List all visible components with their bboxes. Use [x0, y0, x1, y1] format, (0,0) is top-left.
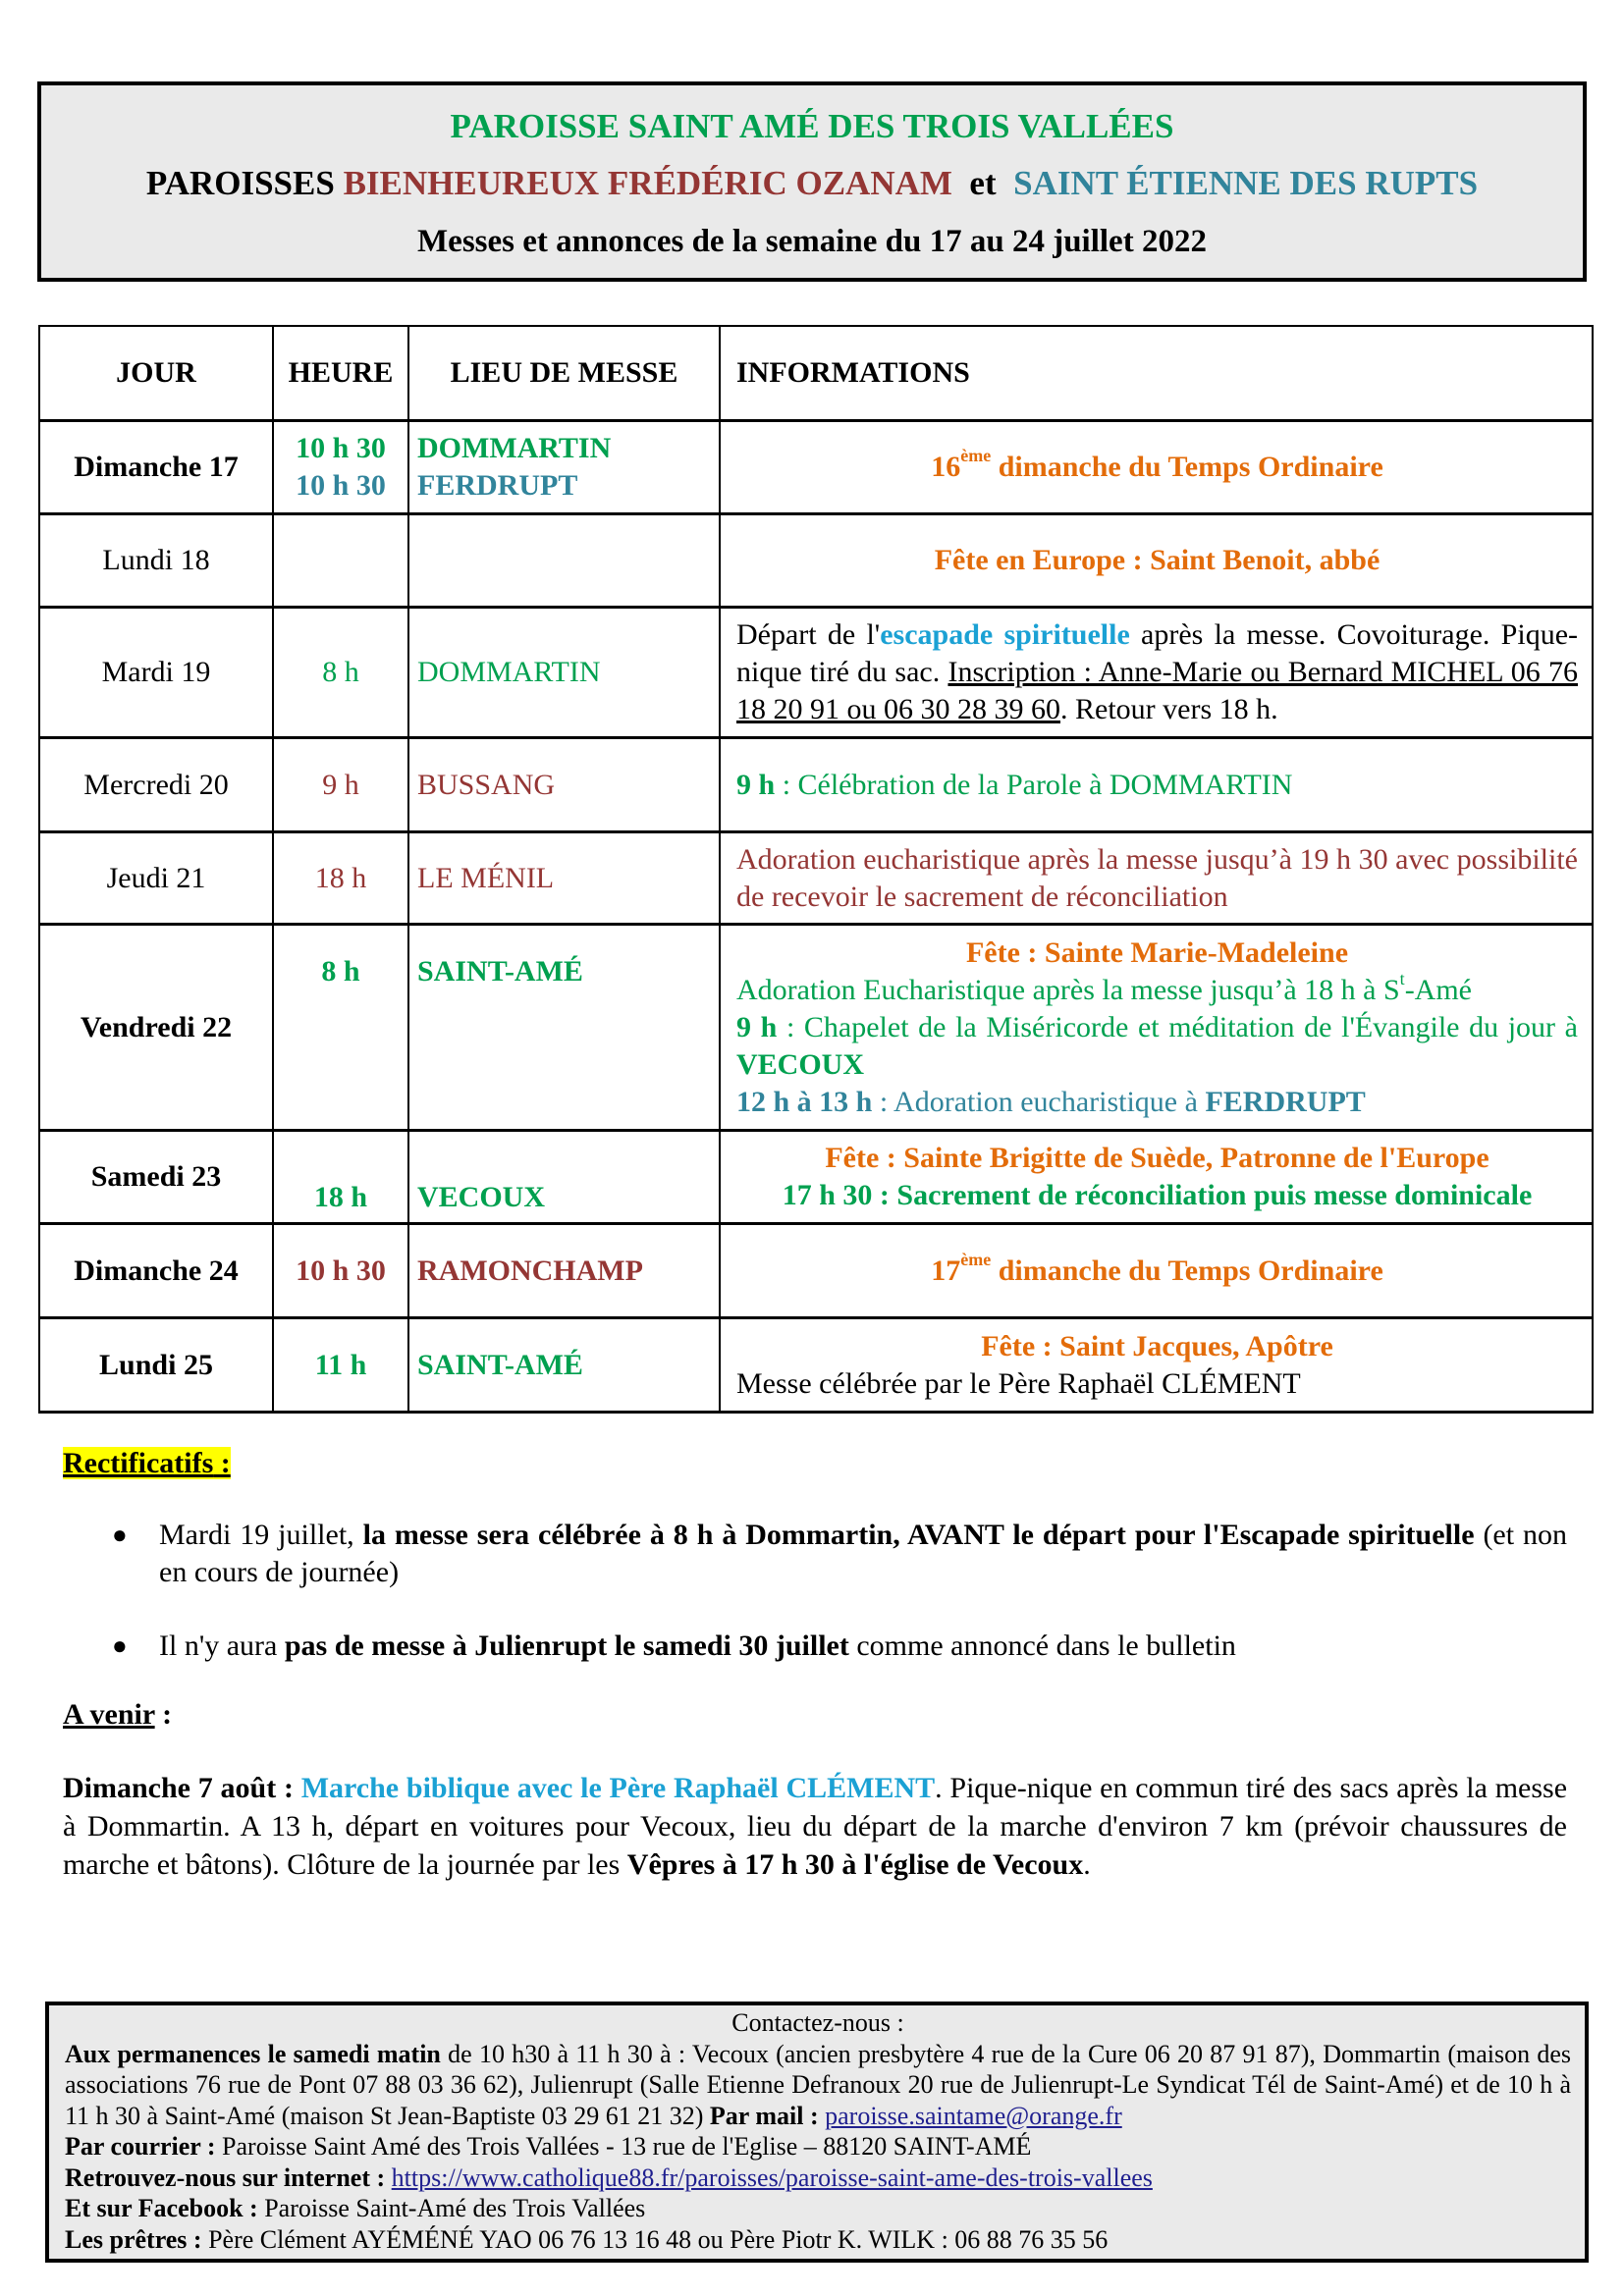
- item-text: comme annoncé dans le bulletin: [848, 1629, 1236, 1662]
- abbrev-suffix: t: [1399, 968, 1405, 988]
- day-cell: Lundi 25: [39, 1318, 273, 1413]
- info-cell: [720, 608, 1593, 738]
- hour-cell: 10 h 30: [273, 1224, 408, 1318]
- hour-value: 10 h 30: [296, 469, 386, 502]
- info-cell: [720, 738, 1593, 832]
- ordinal-number: 17: [931, 1254, 961, 1287]
- info-text: 17 h 30 : Sacrement de réconciliation puis messe dominicale: [782, 1179, 1533, 1211]
- table-row: [39, 608, 1593, 738]
- place-cell: BUSSANG: [408, 738, 720, 832]
- info-time: 9 h: [736, 768, 776, 801]
- table-row: [39, 925, 1593, 1131]
- info-time: 9 h: [736, 1010, 778, 1043]
- info-cell: [720, 832, 1593, 925]
- upcoming-heading: [63, 1698, 172, 1732]
- registration-contact: Inscription : Anne-Marie ou Bernard MICHEL 06 76 18 20 91 ou 06 30 28 39 60: [736, 656, 1578, 725]
- website-label: Retrouvez-nous sur internet :: [65, 2163, 386, 2192]
- info-place: FERDRUPT: [1205, 1085, 1366, 1118]
- table-header-row: [39, 326, 1593, 421]
- ordinal-suffix: ème: [960, 1249, 992, 1269]
- place-cell: LE MÉNIL: [408, 832, 720, 925]
- table-row: [39, 421, 1593, 514]
- info-place: VECOUX: [736, 1047, 865, 1081]
- info-text: Adoration Eucharistique après la messe jusqu’à 18 h à S: [736, 973, 1400, 1006]
- item-text: Il n'y aura: [159, 1629, 285, 1662]
- liturgical-sunday: [736, 446, 1578, 486]
- event-date: Dimanche 7 août :: [63, 1772, 294, 1804]
- info-cell: [720, 1131, 1593, 1224]
- event-description-end: .: [1083, 1848, 1091, 1881]
- day-cell: Dimanche 17: [39, 421, 273, 514]
- postal-address: [65, 2131, 1571, 2163]
- info-cell: [720, 1224, 1593, 1318]
- mass-schedule-table: [38, 325, 1594, 1414]
- facebook: [65, 2193, 1571, 2224]
- day-cell: Mardi 19: [39, 608, 273, 738]
- ordinal-number: 16: [931, 451, 961, 483]
- website-link[interactable]: https://www.catholique88.fr/paroisses/paroisse-saint-ame-des-trois-vallees: [391, 2163, 1153, 2192]
- corrections-label: [63, 1447, 231, 1479]
- parishes-subtitle: [41, 164, 1583, 203]
- info-text: : Adoration eucharistique à: [872, 1085, 1206, 1118]
- place-cell: [408, 514, 720, 608]
- table-row: [39, 738, 1593, 832]
- item-emphasis: la messe sera célébrée à 8 h à Dommartin, AVANT le départ pour l'Escapade spirituelle: [362, 1519, 1475, 1551]
- parish-saint-etienne: SAINT ÉTIENNE DES RUPTS: [1013, 164, 1479, 202]
- heading-colon: :: [154, 1698, 173, 1731]
- info-text: -Amé: [1404, 973, 1472, 1006]
- feast-text: Fête : Saint Jacques, Apôtre: [981, 1329, 1333, 1362]
- upcoming-title: A venir: [63, 1698, 155, 1731]
- main-parish-title: PAROISSE SAINT AMÉ DES TROIS VALLÉES: [450, 107, 1174, 145]
- info-line: [736, 1084, 1578, 1121]
- event-vespers: Vêpres à 17 h 30 à l'église de Vecoux: [626, 1848, 1084, 1881]
- day-cell: Samedi 23: [39, 1131, 273, 1224]
- hour-cell: 9 h: [273, 738, 408, 832]
- parish-ozanam: BIENHEUREUX FRÉDÉRIC OZANAM: [343, 164, 952, 202]
- place-cell: RAMONCHAMP: [408, 1224, 720, 1318]
- info-text: dimanche du Temps Ordinaire: [991, 451, 1383, 483]
- email-label: Par mail :: [709, 2101, 819, 2130]
- event-description: . Pique-nique en commun tiré des sacs après la messe à Dommartin. A 13 h, départ en voitures pour Vecoux, lieu du départ de la marche d'environ 7 km (prévoir chaussures de marche et bâtons). Clôture de la journée par les: [63, 1772, 1568, 1881]
- week-title: Messes et annonces de la semaine du 17 au 24 juillet 2022: [417, 224, 1207, 259]
- item-text: (et non en cours de journée): [159, 1519, 1568, 1588]
- day-cell: Vendredi 22: [39, 925, 273, 1131]
- table-row: [39, 1224, 1593, 1318]
- place-cell: VECOUX: [408, 1131, 720, 1224]
- priests: [65, 2224, 1571, 2256]
- info-cell: [720, 421, 1593, 514]
- day-cell: Lundi 18: [39, 514, 273, 608]
- info-text: Messe célébrée par le Père Raphaël CLÉMENT: [736, 1366, 1301, 1400]
- info-text: Départ de l': [736, 618, 881, 651]
- bullet-icon: ●: [112, 1631, 128, 1660]
- upcoming-event: [63, 1769, 1567, 1884]
- escapade-info: [736, 616, 1578, 728]
- feast-text: Fête : Sainte Marie-Madeleine: [965, 935, 1349, 969]
- postal-text: Paroisse Saint Amé des Trois Vallées - 13 rue de l'Eglise – 88120 SAINT-AMÉ: [215, 2132, 1032, 2161]
- hour-cell: [273, 514, 408, 608]
- info-text: après la messe. Covoiturage. Pique-nique tiré du sac.: [736, 618, 1579, 688]
- column-header-info: INFORMATIONS: [720, 326, 1593, 421]
- place-value: DOMMARTIN: [417, 432, 612, 464]
- feast-text: Fête : Sainte Brigitte de Suède, Patronne de l'Europe: [825, 1142, 1489, 1174]
- ordinal-suffix: ème: [960, 446, 992, 465]
- info-text: : Célébration de la Parole à DOMMARTIN: [775, 768, 1293, 801]
- item-text: Mardi 19 juillet,: [159, 1519, 363, 1551]
- info-time: 12 h à 13 h: [736, 1085, 873, 1118]
- place-cell: [408, 421, 720, 514]
- email-link[interactable]: paroisse.saintame@orange.fr: [825, 2101, 1122, 2130]
- info-cell: [720, 514, 1593, 608]
- contact-box: [45, 2002, 1589, 2263]
- hour-cell: 18 h: [273, 1131, 408, 1224]
- contact-title: Contactez-nous :: [731, 2008, 904, 2037]
- day-cell: Mercredi 20: [39, 738, 273, 832]
- hour-cell: 11 h: [273, 1318, 408, 1413]
- column-header-day: JOUR: [39, 326, 273, 421]
- bulletin-header: [37, 81, 1587, 282]
- column-header-hour: HEURE: [273, 326, 408, 421]
- info-text: : Chapelet de la Miséricorde et méditation de l'Évangile du jour à: [777, 1010, 1578, 1043]
- hour-cell: 8 h: [273, 608, 408, 738]
- info-line: [736, 1009, 1578, 1084]
- hour-cell: 18 h: [273, 832, 408, 925]
- table-row: [39, 832, 1593, 925]
- hour-value: 10 h 30: [296, 432, 386, 464]
- hour-cell: [273, 421, 408, 514]
- place-value: FERDRUPT: [417, 469, 578, 502]
- bullet-icon: ●: [112, 1521, 128, 1549]
- column-header-place: LIEU DE MESSE: [408, 326, 720, 421]
- table-row: [39, 514, 1593, 608]
- day-cell: Dimanche 24: [39, 1224, 273, 1318]
- heading-colon: :: [213, 1447, 231, 1479]
- info-text: dimanche du Temps Ordinaire: [991, 1254, 1383, 1287]
- hour-cell: 8 h: [273, 925, 408, 1131]
- table-row: [39, 1318, 1593, 1413]
- office-hours-label: Aux permanences le samedi matin: [65, 2039, 441, 2068]
- office-hours-text: de 10 h30 à 11 h 30 à : Vecoux (ancien presbytère 4 rue de la Cure 06 20 87 91 87), Dommartin (maison des associations 76 rue de Pont 07 88 03 36 62), Julienrupt (Salle Etienne Defranoux 20 rue de Julienrupt-Le Syndicat Tél de Saint-Amé) et de 10 h à 11 h 30 à Saint-Amé (maison St Jean-Baptiste 03 29 61 21 32): [65, 2039, 1571, 2130]
- place-cell: DOMMARTIN: [408, 608, 720, 738]
- info-cell: [720, 1318, 1593, 1413]
- event-title: Marche biblique avec le Père Raphaël CLÉMENT: [300, 1772, 936, 1804]
- office-hours: [65, 2039, 1571, 2132]
- postal-label: Par courrier :: [65, 2132, 216, 2161]
- priests-label: Les prêtres :: [65, 2224, 202, 2254]
- escapade-highlight: escapade spirituelle: [880, 618, 1130, 651]
- corrections-title: Rectificatifs: [63, 1447, 214, 1479]
- place-cell: SAINT-AMÉ: [408, 1318, 720, 1413]
- facebook-text: Paroisse Saint-Amé des Trois Vallées: [257, 2194, 646, 2222]
- info-text: . Retour vers 18 h.: [1060, 693, 1278, 725]
- day-cell: Jeudi 21: [39, 832, 273, 925]
- feast-text: Fête en Europe : Saint Benoit, abbé: [934, 544, 1380, 576]
- correction-item: [112, 1628, 1567, 1665]
- correction-item: [112, 1517, 1568, 1591]
- website: [65, 2163, 1571, 2194]
- parishes-and: et: [969, 164, 997, 202]
- place-cell: SAINT-AMÉ: [408, 925, 720, 1131]
- priests-text: Père Clément AYÉMÉNÉ YAO 06 76 13 16 48 ou Père Piotr K. WILK : 06 88 76 35 56: [201, 2224, 1109, 2254]
- facebook-label: Et sur Facebook :: [65, 2194, 258, 2222]
- table-row: [39, 1131, 1593, 1224]
- info-line: [736, 968, 1578, 1009]
- info-cell: [720, 925, 1593, 1131]
- parishes-prefix: PAROISSES: [145, 164, 335, 202]
- liturgical-sunday: [736, 1249, 1578, 1290]
- corrections-heading: [63, 1447, 231, 1480]
- item-emphasis: pas de messe à Julienrupt le samedi 30 juillet: [284, 1629, 849, 1662]
- adoration-info: Adoration eucharistique après la messe jusqu’à 19 h 30 avec possibilité de recevoir le sacrement de réconciliation: [736, 842, 1578, 913]
